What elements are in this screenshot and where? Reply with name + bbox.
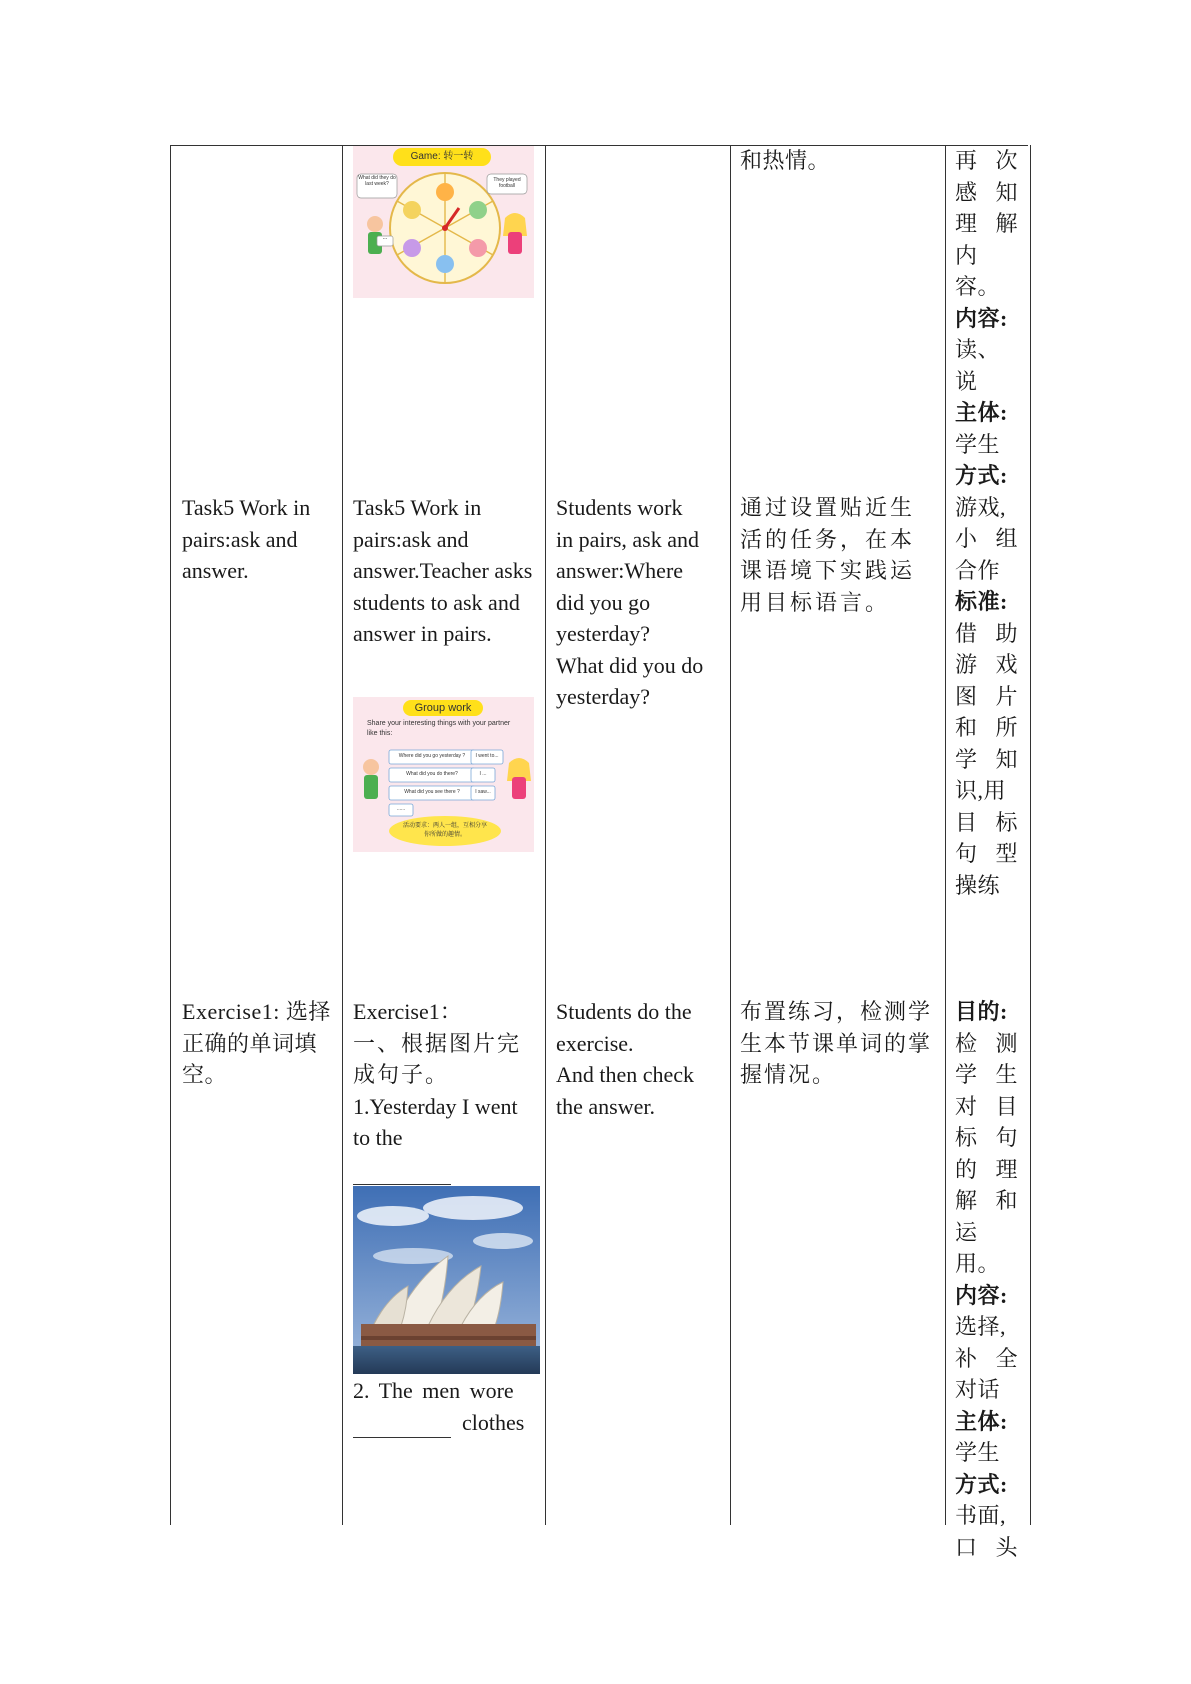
task5-purpose-text: 通过设置贴近生活的任务，在本课语境下实践运用目标语言。: [740, 495, 916, 615]
notes-line: 运用。: [955, 1219, 1001, 1276]
table-border-right: [1030, 145, 1031, 1525]
group-work-a2: I ...: [479, 771, 487, 777]
table-border-left: [170, 145, 171, 1525]
notes-line: 操练: [955, 872, 1001, 898]
top-notes-column: [955, 145, 1018, 901]
exercise1-teacher-activity: [353, 996, 535, 1185]
notes-line: 句 型: [955, 841, 1018, 866]
table-divider-2: [545, 145, 546, 1525]
group-work-a1: I went to...: [475, 753, 499, 759]
task5-student-line: did you go: [556, 589, 651, 615]
exercise1-title: Exercise1：: [353, 999, 462, 1024]
exercise1-question-2: [353, 1375, 535, 1438]
exercise1-student-line: the answer.: [556, 1093, 655, 1119]
game-slide-bubble-left: What did they do last week?: [358, 175, 396, 187]
table-divider-4: [945, 145, 946, 1525]
exercise1-student-activity: [556, 996, 728, 1122]
notes-line: 合作: [955, 557, 1001, 583]
notes-line: 目的:: [955, 999, 1008, 1024]
exercise1-subtitle: 一、根据图片完成句子。: [353, 1030, 522, 1087]
exercise1-question-2-line-2: clothes: [462, 1409, 525, 1435]
task5-student-line: Students work: [556, 495, 683, 520]
notes-line: 小 组: [955, 526, 1018, 551]
notes-line: 书面,: [955, 1503, 1007, 1528]
table-divider-3: [730, 145, 731, 1525]
notes-line: 学 生: [955, 1062, 1018, 1087]
notes-line: 内容:: [955, 1282, 1008, 1308]
notes-line: 读、说: [955, 337, 1001, 394]
notes-line: 标 句: [955, 1125, 1018, 1150]
top-purpose-text: 和热情。: [740, 148, 831, 173]
group-work-more: ......: [396, 806, 406, 812]
group-work-q1: Where did you go yesterday ?: [398, 753, 466, 759]
notes-line: 学生: [955, 431, 1001, 457]
exercise1-step-title: Exercise1: 选择正确的单词填空。: [182, 999, 331, 1087]
notes-line: 感 知: [955, 179, 1018, 205]
task5-step-title: Task5 Work in pairs:ask and answer.: [182, 495, 311, 583]
exercise1-question-1: 1.Yesterday I went to the: [353, 1093, 518, 1150]
task5-student-line: What did you do: [556, 652, 704, 678]
notes-line: 主体:: [955, 400, 1008, 425]
opera-house-photo: [353, 1186, 540, 1374]
task5-student-line: yesterday?: [556, 621, 651, 646]
exercise1-notes-column: [955, 996, 1018, 1563]
group-work-slide-image: [353, 697, 534, 852]
game-slide-title: Game: 转一转: [393, 148, 491, 166]
notes-line: 选择,: [955, 1314, 1007, 1339]
task5-teacher-activity: Task5 Work in pairs:ask and answer.Teacher asks students to ask and answer in pairs.: [353, 495, 533, 646]
group-work-a3: I saw...: [475, 789, 491, 795]
exercise1-student-line: exercise.: [556, 1030, 634, 1056]
notes-line: 方式:: [955, 463, 1008, 488]
notes-line: 对 目: [955, 1093, 1018, 1119]
notes-line: 口 头: [955, 1534, 1018, 1560]
notes-line: 内容。: [955, 242, 1001, 299]
notes-line: 学生: [955, 1440, 1001, 1465]
table-divider-1: [342, 145, 343, 1525]
task5-student-line: answer:Where: [556, 558, 684, 583]
exercise1-student-line: And then check: [556, 1062, 695, 1087]
notes-line: 游 戏: [955, 652, 1018, 677]
game-slide-bubble-right: They played football: [493, 177, 521, 189]
group-work-q2: What did you do there?: [406, 771, 458, 777]
task5-student-activity: [556, 492, 728, 713]
exercise1-purpose-text: 布置练习，检测学生本节课单词的掌握情况。: [740, 999, 933, 1087]
notes-line: 对话: [955, 1377, 1001, 1402]
notes-line: 的 理: [955, 1156, 1018, 1182]
notes-line: 检 测: [955, 1030, 1018, 1056]
notes-line: 游戏,: [955, 494, 1007, 520]
notes-line: 图 片: [955, 683, 1018, 709]
group-work-title: Group work: [403, 700, 483, 716]
notes-line: 方式:: [955, 1471, 1008, 1497]
notes-line: 标准:: [955, 589, 1008, 614]
notes-line: 借 助: [955, 620, 1018, 646]
exercise1-blank-2: [353, 1413, 451, 1438]
notes-line: 和 所: [955, 715, 1018, 740]
game-slide-image: [353, 146, 534, 298]
notes-line: 补 全: [955, 1345, 1018, 1371]
group-work-instruction: Share your interesting things with your partner like this:: [367, 720, 511, 737]
group-work-note: 活动要求：两人一组，互相分享你所做的趣情。: [403, 822, 488, 838]
notes-line: 目 标: [955, 809, 1018, 835]
notes-line: 解 和: [955, 1188, 1018, 1213]
exercise1-student-line: Students do the: [556, 999, 692, 1024]
notes-line: 识,用: [955, 778, 1007, 803]
game-slide-bubble-small: ...: [382, 235, 388, 241]
exercise1-blank-1: [353, 1154, 535, 1186]
notes-line: 内容:: [955, 305, 1008, 331]
notes-line: 学 知: [955, 746, 1018, 772]
task5-student-line: yesterday?: [556, 684, 651, 709]
notes-line: 理 解: [955, 211, 1018, 236]
exercise1-question-2-line-1: 2. The men wore: [353, 1378, 514, 1403]
notes-line: 再 次: [955, 148, 1018, 173]
task5-student-line: in pairs, ask and: [556, 526, 699, 552]
group-work-q3: What did you see there ?: [404, 789, 460, 795]
notes-line: 主体:: [955, 1408, 1008, 1434]
